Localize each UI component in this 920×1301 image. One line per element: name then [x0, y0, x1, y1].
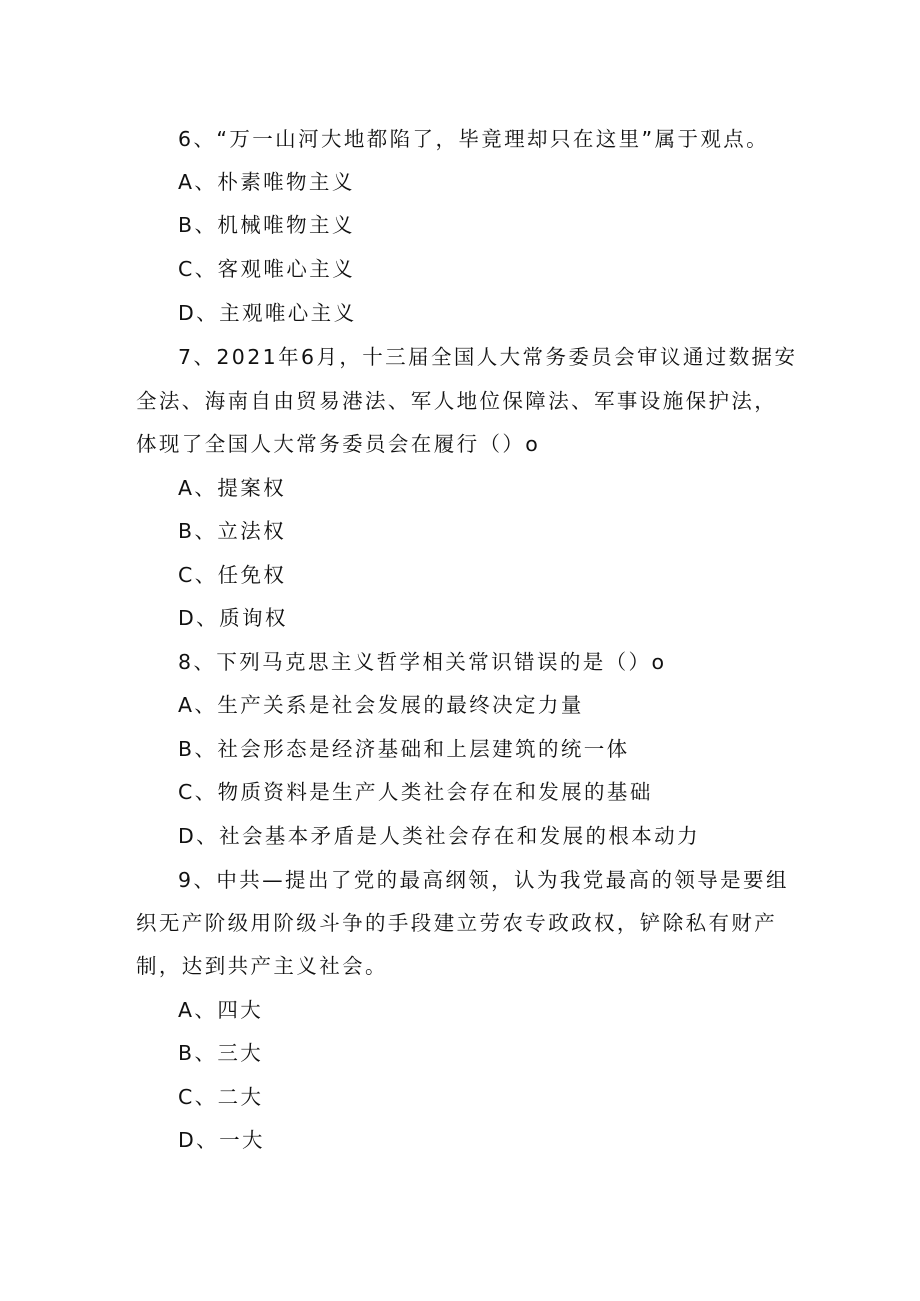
question-6-option-c: C、客观唯心主义: [178, 257, 356, 281]
question-8-stem: 8、下列马克思主义哲学相关常识错误的是（）o: [178, 650, 667, 674]
question-7-stem-line-3: 体现了全国人大常务委员会在履行（）o: [136, 432, 541, 456]
question-6-stem: 6、“万一山河大地都陷了，毕竟理却只在这里”属于观点。: [178, 127, 770, 151]
question-9-stem-line-1: 9、中共—提出了党的最高纲领，认为我党最高的领导是要组: [178, 868, 789, 892]
question-9-stem-line-2: 织无产阶级用阶级斗争的手段建立劳农专政政权，铲除私有财产: [136, 911, 778, 935]
question-6-option-b: B、机械唯物主义: [178, 213, 355, 237]
question-7-option-d: D、质询权: [178, 606, 288, 630]
question-7-option-c: C、任免权: [178, 563, 287, 587]
question-8-option-b: B、社会形态是经济基础和上层建筑的统一体: [178, 737, 630, 761]
question-7-option-a: A、提案权: [178, 476, 287, 500]
question-9-stem-line-3: 制，达到共产主义社会。: [136, 954, 388, 978]
question-7-stem-line-1: 7、2021年6月，十三届全国人大常务委员会审议通过数据安: [178, 345, 798, 369]
question-9-option-d: D、一大: [178, 1128, 265, 1152]
question-9-option-a: A、四大: [178, 998, 264, 1022]
question-8-option-d: D、社会基本矛盾是人类社会存在和发展的根本动力: [178, 824, 700, 848]
question-7-stem-line-2: 全法、海南自由贸易港法、军人地位保障法、军事设施保护法，: [136, 389, 778, 413]
question-8-option-c: C、物质资料是生产人类社会存在和发展的基础: [178, 780, 653, 804]
question-6-option-d: D、主观唯心主义: [178, 301, 357, 325]
question-8-option-a: A、生产关系是社会发展的最终决定力量: [178, 693, 584, 717]
question-6-option-a: A、朴素唯物主义: [178, 170, 355, 194]
question-9-option-b: B、三大: [178, 1041, 264, 1065]
question-7-option-b: B、立法权: [178, 519, 287, 543]
question-9-option-c: C、二大: [178, 1085, 264, 1109]
